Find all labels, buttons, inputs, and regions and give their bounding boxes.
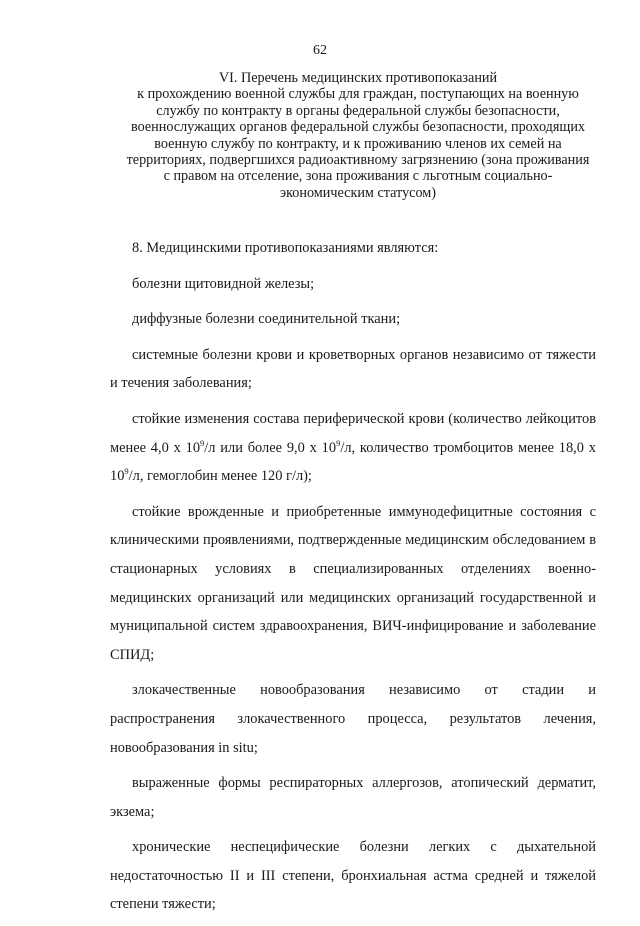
text-segment: /л, количество тромбоцитов менее 18,0 х 10 bbox=[110, 439, 597, 485]
body-text bbox=[110, 234, 596, 926]
heading-line: VI. Перечень медицинских противопоказаний bbox=[218, 70, 498, 86]
paragraph-malignant-neoplasms: злокачественные новообразования независимо от стадии и распространения злокачественного процесса, результатов лечения, новообразования in situ; bbox=[110, 682, 596, 756]
heading-line: военную службу по контракту, и к проживанию членов их семей на bbox=[154, 135, 562, 152]
paragraph-immunodeficiency: стойкие врожденные и приобретенные иммунодефицитные состояния с клиническими проявлениями, подтвержденные медицинским обследованием в стационарных условиях в специализированных отделениях военно-медицинских организаций или медицинских организаций государственной и муниципальной систем здравоохранения, ВИЧ-инфицирование и заболевание СПИД; bbox=[110, 503, 596, 663]
paragraph-lung-diseases: хронические неспецифические болезни легких с дыхательной недостаточностью II и III степени, бронхиальная астма средней и тяжелой степени тяжести; bbox=[110, 839, 596, 913]
heading-line: к прохождению военной службы для граждан, поступающих на военную bbox=[137, 86, 579, 103]
superscript: 9 bbox=[336, 437, 341, 448]
heading-line: экономическим статусом) bbox=[280, 184, 436, 201]
paragraph-connective-tissue: диффузные болезни соединительной ткани; bbox=[132, 311, 401, 328]
section-heading bbox=[108, 70, 608, 201]
paragraph-blood-diseases: системные болезни крови и кроветворных органов независимо от тяжести и течения заболевания; bbox=[110, 346, 596, 392]
text-segment: /л, гемоглобин менее 120 г/л); bbox=[128, 468, 312, 485]
heading-line: территориях, подвергшихся радиоактивному загрязнению (зона проживания bbox=[126, 152, 590, 169]
paragraph-intro: 8. Медицинскими противопоказаниями являются: bbox=[132, 240, 439, 256]
text-segment: стойкие изменения состава периферической крови (количество лейкоцитов менее 4,0 х 10 bbox=[110, 410, 596, 456]
paragraph-allergies: выраженные формы респираторных аллергозов, атопический дерматит, экзема; bbox=[110, 775, 596, 820]
heading-line: службу по контракту в органы федеральной службы безопасности, bbox=[156, 102, 560, 119]
paragraph-blood-composition bbox=[110, 405, 596, 491]
paragraph-thyroid: болезни щитовидной железы; bbox=[132, 275, 315, 292]
superscript: 9 bbox=[124, 466, 129, 477]
heading-line: с правом на отселение, зона проживания с льготным социально- bbox=[163, 168, 553, 185]
text-segment: /л или более 9,0 х 10 bbox=[204, 439, 337, 456]
page-number: 62 bbox=[313, 43, 327, 58]
superscript: 9 bbox=[200, 437, 205, 448]
heading-line: военнослужащих органов федеральной службы безопасности, проходящих bbox=[130, 119, 586, 136]
